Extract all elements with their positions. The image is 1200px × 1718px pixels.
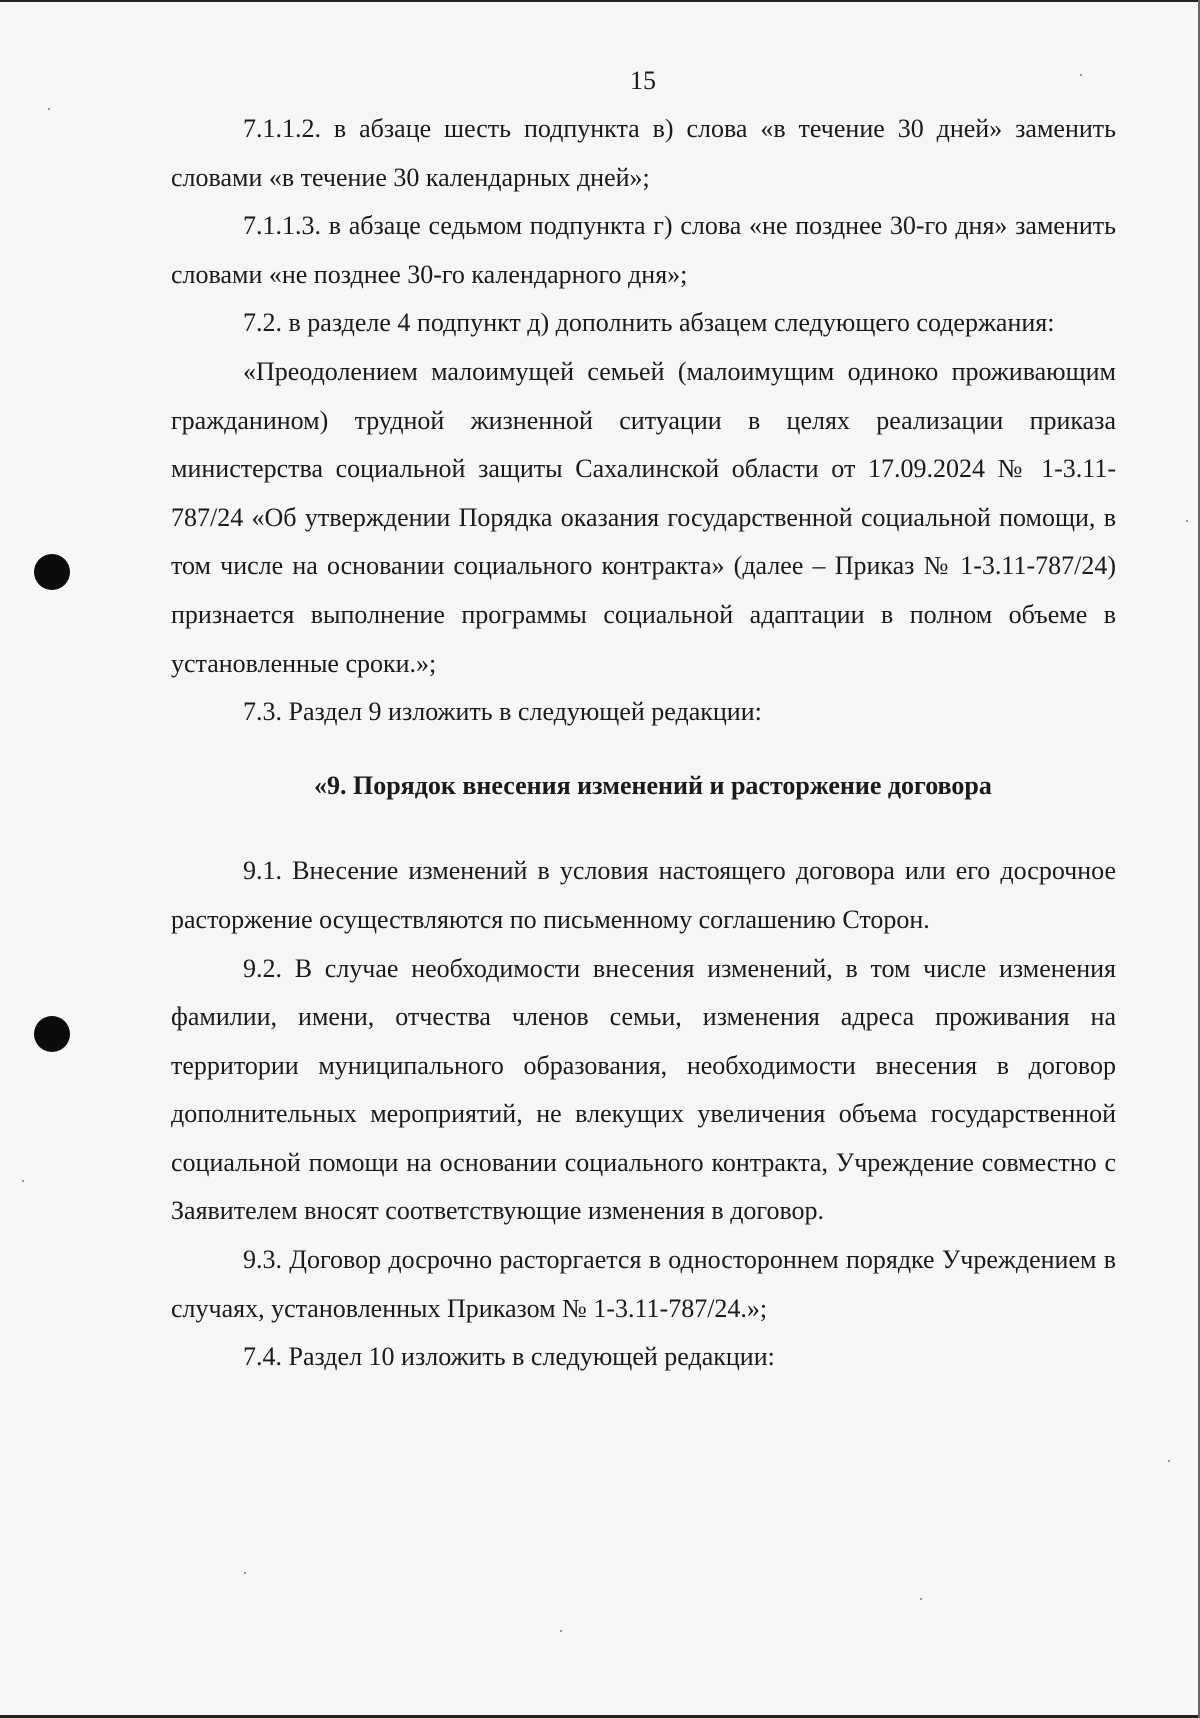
paragraph-7-1-1-2: 7.1.1.2. в абзаце шесть подпункта в) слова «в течение 30 дней» заменить словами «в течение 30 календарных дней»; <box>171 114 1116 192</box>
document-body <box>171 105 1116 1382</box>
section-9-heading: «9. Порядок внесения изменений и расторжение договора <box>314 770 992 800</box>
paragraph-9-1: 9.1. Внесение изменений в условия настоящего договора или его досрочное расторжение осуществляются по письменному соглашению Сторон. <box>171 856 1116 934</box>
scan-speck <box>1080 74 1082 76</box>
paragraph-quoted-addition: «Преодолением малоимущей семьей (малоимущим одиноко проживающим гражданином) трудной жизненной ситуации в целях реализации приказа министерства социальной защиты Сахалинской области от 17.09.2024 № 1-3.11-787/24 «Об утверждении Порядка оказания государственной социальной помощи, в том числе на основании социального контракта» (далее – Приказ № 1-3.11-787/24) признается выполнение программы социальной адаптации в полном объеме в установленные сроки.»; <box>171 356 1116 678</box>
scan-speck <box>22 1180 24 1182</box>
punch-hole-lower <box>34 1016 70 1052</box>
paragraph-7-3: 7.3. Раздел 9 изложить в следующей редакции: <box>243 697 762 727</box>
scan-speck <box>1168 1460 1170 1462</box>
page-edge-top <box>0 0 1200 2</box>
scan-speck <box>920 1598 922 1600</box>
paragraph-7-2: 7.2. в разделе 4 подпункт д) дополнить абзацем следующего содержания: <box>243 308 1055 338</box>
punch-hole-upper <box>34 554 70 590</box>
scan-speck <box>244 1572 246 1574</box>
paragraph-7-4: 7.4. Раздел 10 изложить в следующей редакции: <box>243 1342 775 1372</box>
paragraph-7-1-1-3: 7.1.1.3. в абзаце седьмом подпункта г) слова «не позднее 30-го дня» заменить словами «не позднее 30-го календарного дня»; <box>171 211 1116 289</box>
paragraph-9-3: 9.3. Договор досрочно расторгается в одностороннем порядке Учреждением в случаях, установленных Приказом № 1-3.11-787/24.»; <box>171 1245 1116 1323</box>
scan-speck <box>560 1630 562 1632</box>
paragraph-9-2: 9.2. В случае необходимости внесения изменений, в том числе изменения фамилии, имени, отчества членов семьи, изменения адреса проживания на территории муниципального образования, необходимости внесения в договор дополнительных мероприятий, не влекущих увеличения объема государственной социальной помощи на основании социального контракта, Учреждение совместно с Заявителем вносят соответствующие изменения в договор. <box>171 953 1116 1226</box>
scan-speck <box>1186 520 1188 522</box>
scan-speck <box>48 108 50 110</box>
page-number: 15 <box>630 66 656 95</box>
